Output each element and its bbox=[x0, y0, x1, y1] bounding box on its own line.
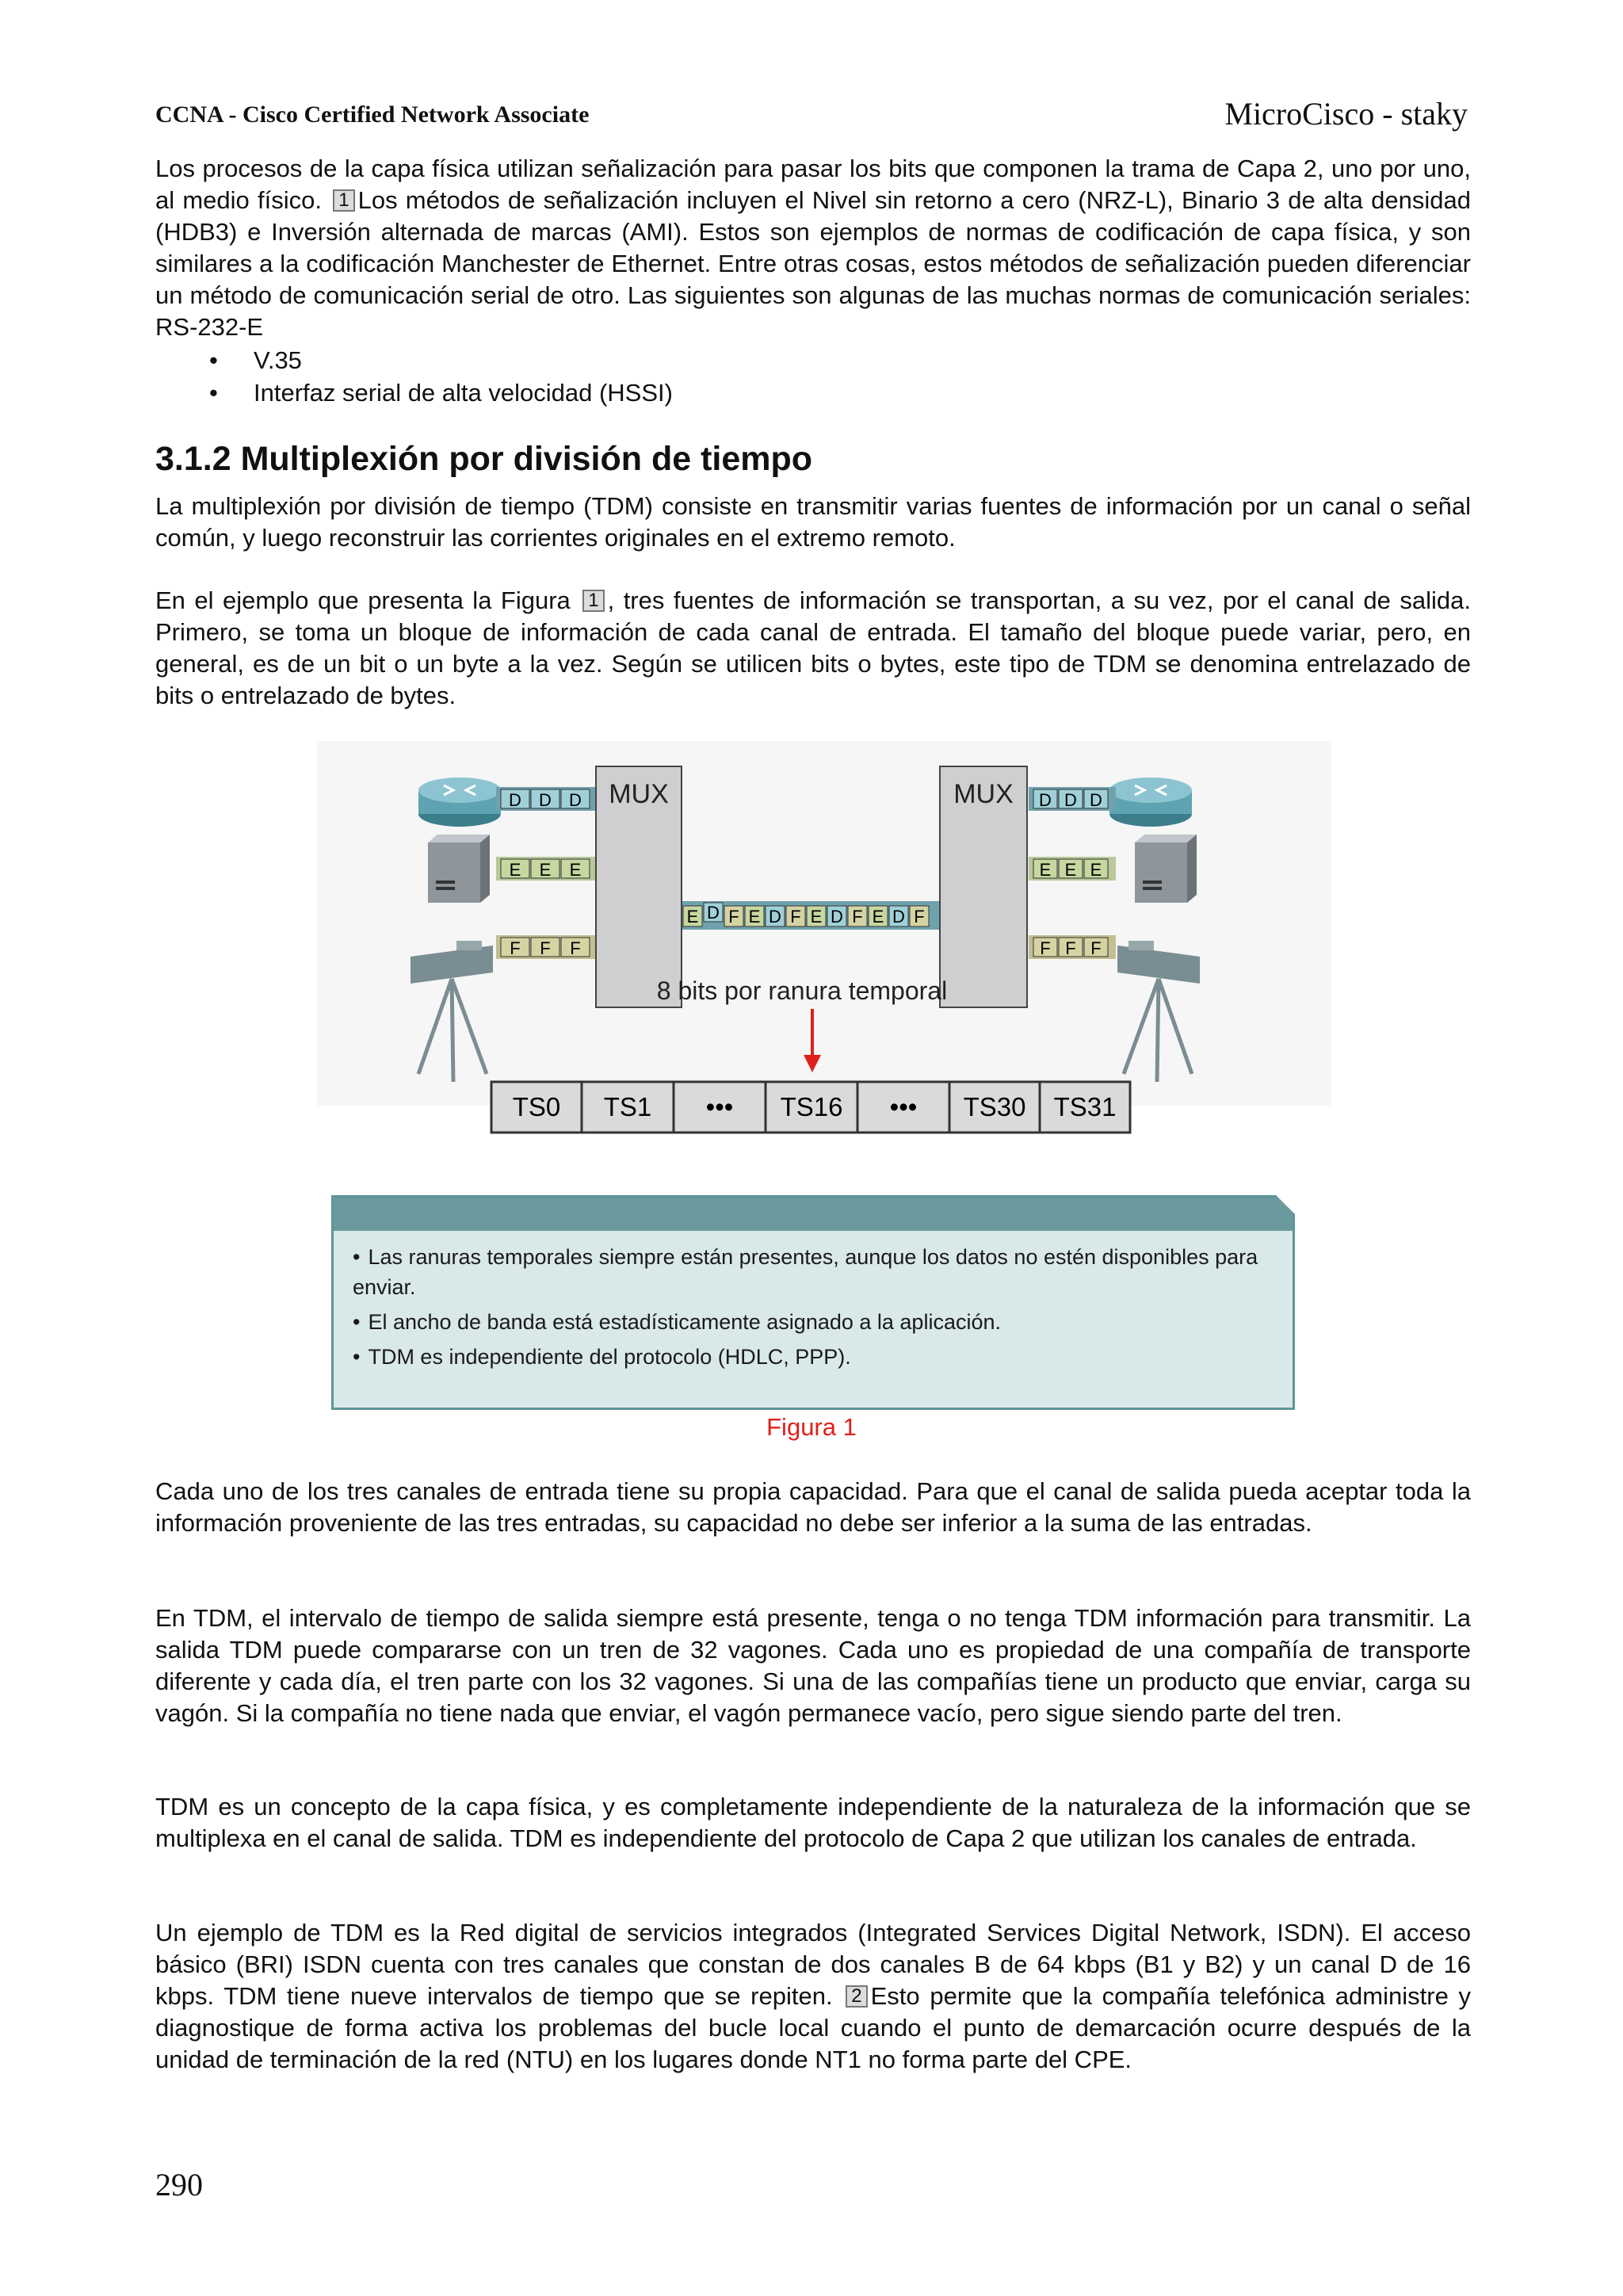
paragraph-tdm-definition: La multiplexión por división de tiempo (TDM) consiste en transmitir varias fuentes de información por un canal o señal común, y luego reconstruir las corrientes originales en el extremo remoto. bbox=[155, 492, 1471, 552]
figure-ref-1[interactable]: 1 bbox=[333, 189, 354, 212]
slot-label: D bbox=[1064, 790, 1077, 810]
notes-list bbox=[334, 1242, 1288, 1377]
paragraph-capacity: Cada uno de los tres canales de entrada tiene su propia capacidad. Para que el canal de salida pueda aceptar toda la información proveniente de las tres entradas, su capacidad no debe ser inferior a la suma de las entradas. bbox=[155, 1477, 1471, 1537]
header-author: MicroCisco - staky bbox=[1224, 96, 1468, 132]
note-item: • El ancho de banda está estadísticamente asignado a la aplicación. bbox=[353, 1310, 1001, 1334]
timeslot-label: TS31 bbox=[1053, 1092, 1117, 1121]
figure-ref-1b[interactable]: 1 bbox=[582, 590, 604, 612]
slot-label: D bbox=[1090, 790, 1102, 810]
output-line-d-right bbox=[1029, 787, 1116, 811]
svg-text:D: D bbox=[707, 903, 720, 923]
output-line-f-right bbox=[1029, 935, 1116, 959]
section-title: 3.1.2 Multiplexión por división de tiempo bbox=[155, 440, 813, 478]
note-item: • Las ranuras temporales siempre están presentes, aunque los datos no estén disponibles para enviar. bbox=[353, 1245, 1258, 1299]
timeslot-label: TS0 bbox=[512, 1092, 561, 1121]
notes-header-bar bbox=[334, 1198, 1293, 1231]
server-right-icon bbox=[1135, 835, 1197, 903]
header-title: CCNA - Cisco Certified Network Associate bbox=[155, 101, 590, 128]
mux-right bbox=[940, 766, 1027, 1007]
paragraph-physical-layer: TDM es un concepto de la capa física, y es completamente independiente de la naturaleza de la información que se multiplexa en el canal de salida. TDM es independiente del protocolo de Capa 2 que utilizan los canales de entrada. bbox=[155, 1793, 1471, 1852]
input-line-e-left bbox=[496, 857, 596, 881]
paragraph-train-analogy: En TDM, el intervalo de tiempo de salida siempre está presente, tenga o no tenga TDM información para transmitir. La salida TDM puede compararse con un tren de 32 vagones. Cada uno es propiedad de una compañía de transporte diferente y cada día, el tren parte con los 32 vagones. Si una de las compañías tiene un producto que enviar, carga su vagón. Si la compañía no tiene nada que enviar, el vagón permanece vacío, pero sigue siendo parte del tren. bbox=[155, 1604, 1471, 1727]
timeslot-label: TS16 bbox=[780, 1092, 843, 1121]
page-number: 290 bbox=[155, 2167, 203, 2202]
bits-per-slot-label: 8 bits por ranura temporal bbox=[656, 976, 948, 1005]
svg-text:F: F bbox=[790, 907, 801, 926]
slot-label: F bbox=[1065, 938, 1076, 958]
note-bullet: • bbox=[353, 1345, 361, 1369]
slot-label: E bbox=[1090, 860, 1102, 880]
slot-label: F bbox=[1090, 938, 1102, 958]
mux-left bbox=[596, 766, 682, 1007]
slot-label: E bbox=[509, 860, 521, 880]
note-bullet: • bbox=[353, 1310, 361, 1334]
svg-text:F: F bbox=[914, 907, 925, 926]
output-line-e-right bbox=[1029, 857, 1116, 881]
router-right-icon bbox=[1109, 777, 1192, 827]
slot-label: D bbox=[1039, 790, 1052, 810]
input-line-f-left bbox=[496, 935, 596, 959]
paragraph-isdn: Un ejemplo de TDM es la Red digital de servicios integrados (Integrated Services Digital Network, ISDN). El acceso básico (BRI) ISDN cuenta con tres canales que constan de dos canales B de 64 kbps (B1 y B2) y un canal D de 16 kbps. TDM tiene nueve intervalos de tiempo que se repiten. 2 Esto permite que la compañía telefónica administre y diagnostique de forma activa los problemas del bucle local cuando el punto de demarcación ocurre después de la unidad de terminación de la red (NTU) en los lugares donde NT1 no forma parte del CPE. bbox=[155, 1919, 1471, 2073]
list-item: • V.35 bbox=[155, 344, 673, 376]
mux-left-label: MUX bbox=[609, 779, 669, 809]
mux-right-label: MUX bbox=[953, 779, 1014, 809]
list-item: • Interfaz serial de alta velocidad (HSSI) bbox=[155, 376, 673, 409]
timeslot-row bbox=[491, 1082, 1130, 1133]
svg-text:E: E bbox=[748, 907, 761, 926]
svg-text:D: D bbox=[831, 907, 843, 926]
slot-label: F bbox=[510, 938, 521, 958]
slot-label: F bbox=[1040, 938, 1051, 958]
paragraph-signaling: Los procesos de la capa física utilizan señalización para pasar los bits que componen la trama de Capa 2, uno por uno, al medio físico. 1 Los métodos de señalización incluyen el Nivel sin retorno a cero (NRZ-L), Binario 3 de alta densidad (HDB3) e Inversión alternada de marcas (AMI). Estos son ejemplos de normas de codificación de capa física, y son similares a la codificación Manchester de Ethernet. Entre otras cosas, estos métodos de señalización pueden diferenciar un método de comunicación serial de otro. Las siguientes son algunas de las muchas normas de comunicación seriales: RS-232-E bbox=[155, 155, 1471, 341]
note-bullet: • bbox=[353, 1245, 361, 1269]
timeslot-ellipsis: ••• bbox=[705, 1092, 734, 1121]
svg-text:E: E bbox=[686, 907, 699, 926]
svg-text:F: F bbox=[728, 907, 739, 926]
slot-label: E bbox=[569, 860, 582, 880]
slot-label: E bbox=[539, 860, 552, 880]
svg-text:D: D bbox=[892, 907, 905, 926]
input-line-d-left bbox=[496, 787, 596, 811]
slot-label: D bbox=[509, 790, 521, 810]
slot-label: E bbox=[1064, 860, 1077, 880]
slot-label: F bbox=[540, 938, 551, 958]
router-left-icon bbox=[418, 777, 501, 827]
note-item: • TDM es independiente del protocolo (HDLC, PPP). bbox=[353, 1345, 851, 1369]
serial-standards-list bbox=[155, 344, 673, 409]
slot-label: D bbox=[569, 790, 582, 810]
figure-caption: Figura 1 bbox=[766, 1413, 857, 1441]
svg-text:E: E bbox=[810, 907, 823, 926]
svg-text:E: E bbox=[872, 907, 884, 926]
paragraph-figure-example: En el ejemplo que presenta la Figura 1 , tres fuentes de información se transportan, a su vez, por el canal de salida. Primero, se toma un bloque de información de cada canal de entrada. El tamaño del bloque puede variar, pero, en general, es de un bit o un byte a la vez. Según se utilicen bits o bytes, este tipo de TDM se denomina entrelazado de bits o entrelazado de bytes. bbox=[155, 586, 1471, 709]
server-left-icon bbox=[428, 835, 490, 903]
slot-label: F bbox=[570, 938, 581, 958]
timeslot-label: TS1 bbox=[603, 1092, 652, 1121]
svg-text:D: D bbox=[769, 907, 781, 926]
timeslot-ellipsis: ••• bbox=[889, 1092, 918, 1121]
figure-notes-box bbox=[331, 1195, 1295, 1410]
slot-label: E bbox=[1039, 860, 1052, 880]
multiplexed-trunk bbox=[682, 901, 940, 930]
slot-label: D bbox=[539, 790, 552, 810]
figure-ref-2[interactable]: 2 bbox=[846, 1985, 867, 2008]
svg-text:F: F bbox=[852, 907, 863, 926]
timeslot-label: TS30 bbox=[963, 1092, 1026, 1121]
